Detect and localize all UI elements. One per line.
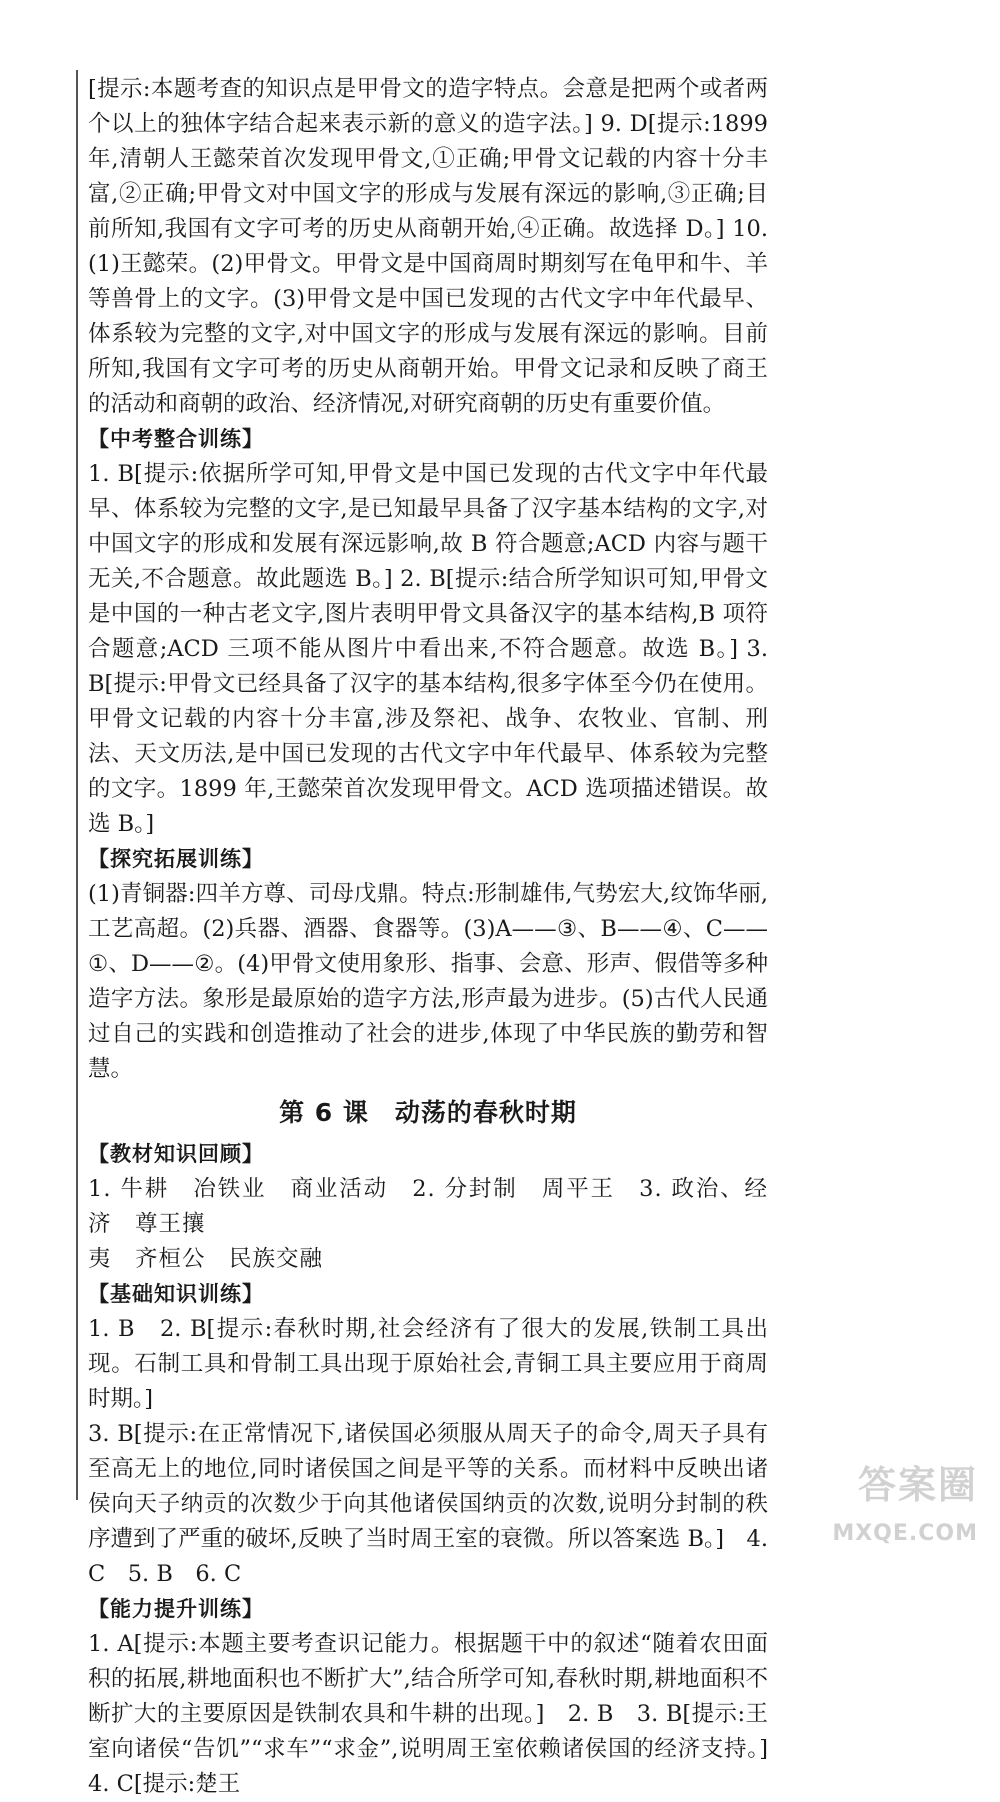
section-body-nengli: 1. A[提示:本题主要考查识记能力。根据题干中的叙述“随着农田面积的拓展,耕地面积也不断扩大”,结合所学可知,春秋时期,耕地面积不断扩大的主要原因是铁制农具和牛耕的出现。] 2. B 3. B[提示:王室向诸侯“告饥”“求车”“求金”,说明周王室依赖诸侯国的经济支持。] 4. C[提示:楚王: [88, 1631, 791, 1797]
section-body-jichu-part2: 3. B[提示:在正常情况下,诸侯国必须服从周天子的命令,周天子具有至高无上的地位,同时诸侯国之间是平等的关系。而材料中反映出诸侯向天子纳贡的次数少于向其他诸侯国纳贡的次数,说明分封制的秩序遭到了严重的破坏,反映了当时周王室的衰微。所以答案选 B。] 4. C 5. B 6. C: [88, 1421, 768, 1587]
section-body-jiaocai-line1: 1. 牛耕 冶铁业 商业活动 2. 分封制 周平王 3. 政治、经济 尊王攘: [88, 1176, 768, 1237]
section-body-jichu-part1: 1. B 2. B[提示:春秋时期,社会经济有了很大的发展,铁制工具出现。石制工具和骨制工具出现于原始社会,青铜工具主要应用于商周时期。]: [88, 1316, 768, 1412]
section-body-jiaocai-line2: 夷 齐桓公 民族交融: [88, 1246, 324, 1272]
watermark-logo: 答案圈: [857, 1463, 978, 1507]
section-body-tanjiu: (1)青铜器:四羊方尊、司母戊鼎。特点:形制雄伟,气势宏大,纹饰华丽,工艺高超。(2)兵器、酒器、食器等。(3)A——③、B——④、C——①、D——②。(4)甲骨文使用象形、指事、会意、形声、假借等多种造字方法。象形是最原始的造字方法,形声最为进步。(5)古代人民通过自己的实践和创造推动了社会的进步,体现了中华民族的勤劳和智慧。: [88, 881, 768, 1082]
lesson-title: 第 6 课 动荡的春秋时期: [279, 1098, 577, 1127]
section-heading-zhongkao: 【中考整合训练】: [88, 427, 264, 451]
left-margin-rule: [76, 70, 78, 1500]
section-heading-tanjiu: 【探究拓展训练】: [88, 847, 264, 871]
section-heading-jichu: 【基础知识训练】: [88, 1282, 264, 1306]
section-heading-nengli: 【能力提升训练】: [88, 1597, 264, 1621]
top-paragraph: [提示:本题考查的知识点是甲骨文的造字特点。会意是把两个或者两个以上的独体字结合起来表示新的意义的造字法。] 9. D[提示:1899 年,清朝人王懿荣首次发现甲骨文,①正确;甲骨文记载的内容十分丰富,②正确;甲骨文对中国文字的形成与发展有深远的影响,③正确;目前所知,我国有文字可考的历史从商朝开始,④正确。故选择 D。] 10.(1)王懿荣。(2)甲骨文。甲骨文是中国商周时期刻写在龟甲和牛、羊等兽骨上的文字。(3)甲骨文是中国已发现的古代文字中年代最早、体系较为完整的文字,对中国文字的形成与发展有深远的影响。目前所知,我国有文字可考的历史从商朝开始。甲骨文记录和反映了商王的活动和商朝的政治、经济情况,对研究商朝的历史有重要价值。: [88, 76, 768, 417]
section-body-zhongkao: 1. B[提示:依据所学可知,甲骨文是中国已发现的古代文字中年代最早、体系较为完整的文字,是已知最早具备了汉字基本结构的文字,对中国文字的形成和发展有深远影响,故 B 符合题意;ACD 内容与题干无关,不合题意。故此题选 B。] 2. B[提示:结合所学知识可知,甲骨文是中国的一种古老文字,图片表明甲骨文具备汉字的基本结构,B 项符合题意;ACD 三项不能从图片中看出来,不符合题意。故选 B。] 3. B[提示:甲骨文已经具备了汉字的基本结构,很多字体至今仍在使用。甲骨文记载的内容十分丰富,涉及祭祀、战争、农牧业、官制、刑法、天文历法,是中国已发现的古代文字中年代最早、体系较为完整的文字。1899 年,王懿荣首次发现甲骨文。ACD 选项描述错误。故选 B。]: [88, 461, 768, 837]
watermark: [828, 1454, 978, 1546]
section-heading-jiaocai: 【教材知识回顾】: [88, 1142, 264, 1166]
answer-page: [88, 72, 791, 1802]
watermark-url: MXQE.COM: [832, 1521, 978, 1546]
